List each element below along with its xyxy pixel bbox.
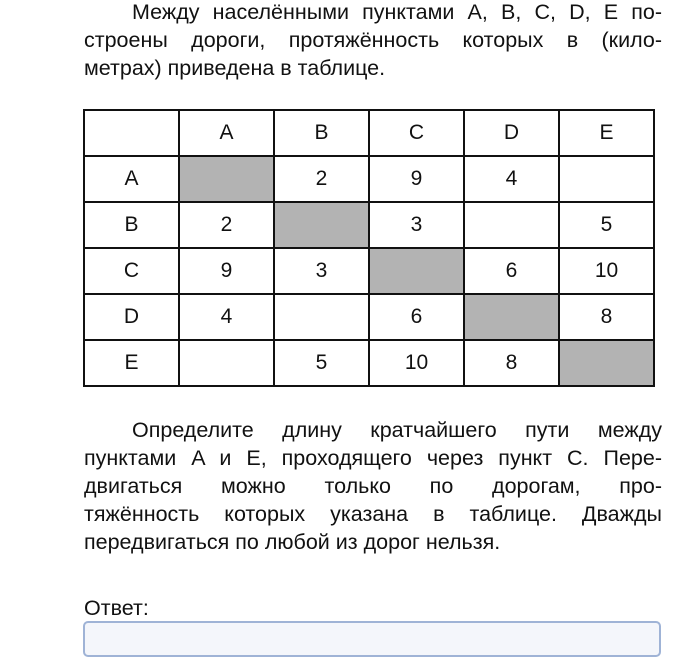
distance-table bbox=[83, 109, 655, 387]
table-cell: 4 bbox=[179, 294, 274, 340]
row-header-e: E bbox=[84, 340, 179, 386]
row-header-a: A bbox=[84, 156, 179, 202]
question-line: тяжённость которых указана в таблице. Дважды bbox=[84, 502, 662, 526]
answer-label: Ответ: bbox=[84, 596, 149, 620]
table-cell: 9 bbox=[369, 156, 464, 202]
table-cell: 3 bbox=[274, 248, 369, 294]
column-header-b: B bbox=[274, 110, 369, 156]
row-header-d: D bbox=[84, 294, 179, 340]
table-cell: 8 bbox=[559, 294, 654, 340]
diagonal-cell bbox=[274, 202, 369, 248]
table-cell: 10 bbox=[369, 340, 464, 386]
answer-input[interactable] bbox=[83, 621, 661, 657]
table-cell: 10 bbox=[559, 248, 654, 294]
intro-line: строены дороги, протяжённость которых в (кило- bbox=[84, 28, 662, 52]
table-cell: 6 bbox=[464, 248, 559, 294]
diagonal-cell bbox=[559, 340, 654, 386]
intro-paragraph bbox=[84, 0, 662, 82]
column-header-a: A bbox=[179, 110, 274, 156]
table-cell: 2 bbox=[274, 156, 369, 202]
table-header-row bbox=[84, 110, 654, 156]
question-line: Определите длину кратчайшего пути между bbox=[132, 418, 662, 442]
question-line: пунктами A и E, проходящего через пункт C. Пере- bbox=[84, 446, 662, 470]
table-row bbox=[84, 340, 654, 386]
table-cell: 4 bbox=[464, 156, 559, 202]
diagonal-cell bbox=[179, 156, 274, 202]
row-header-b: B bbox=[84, 202, 179, 248]
question-line: передвигаться по любой из дорог нельзя. bbox=[84, 530, 501, 554]
table-cell: 8 bbox=[464, 340, 559, 386]
table-cell bbox=[464, 202, 559, 248]
question-line: двигаться можно только по дорогам, про- bbox=[84, 474, 662, 498]
question-paragraph bbox=[84, 416, 662, 556]
intro-line: Между населёнными пунктами A, B, C, D, E по- bbox=[132, 0, 662, 24]
table-cell: 5 bbox=[559, 202, 654, 248]
table-cell bbox=[559, 156, 654, 202]
intro-line: метрах) приведена в таблице. bbox=[84, 56, 386, 80]
table-row bbox=[84, 156, 654, 202]
diagonal-cell bbox=[369, 248, 464, 294]
table-row bbox=[84, 294, 654, 340]
table-cell: 5 bbox=[274, 340, 369, 386]
table-cell bbox=[274, 294, 369, 340]
column-header-e: E bbox=[559, 110, 654, 156]
table-cell: 6 bbox=[369, 294, 464, 340]
table-cell: 3 bbox=[369, 202, 464, 248]
column-header-c: C bbox=[369, 110, 464, 156]
row-header-c: C bbox=[84, 248, 179, 294]
table-corner-cell bbox=[84, 110, 179, 156]
column-header-d: D bbox=[464, 110, 559, 156]
table-cell: 9 bbox=[179, 248, 274, 294]
diagonal-cell bbox=[464, 294, 559, 340]
table-row bbox=[84, 202, 654, 248]
table-cell bbox=[179, 340, 274, 386]
table-cell: 2 bbox=[179, 202, 274, 248]
table-row bbox=[84, 248, 654, 294]
